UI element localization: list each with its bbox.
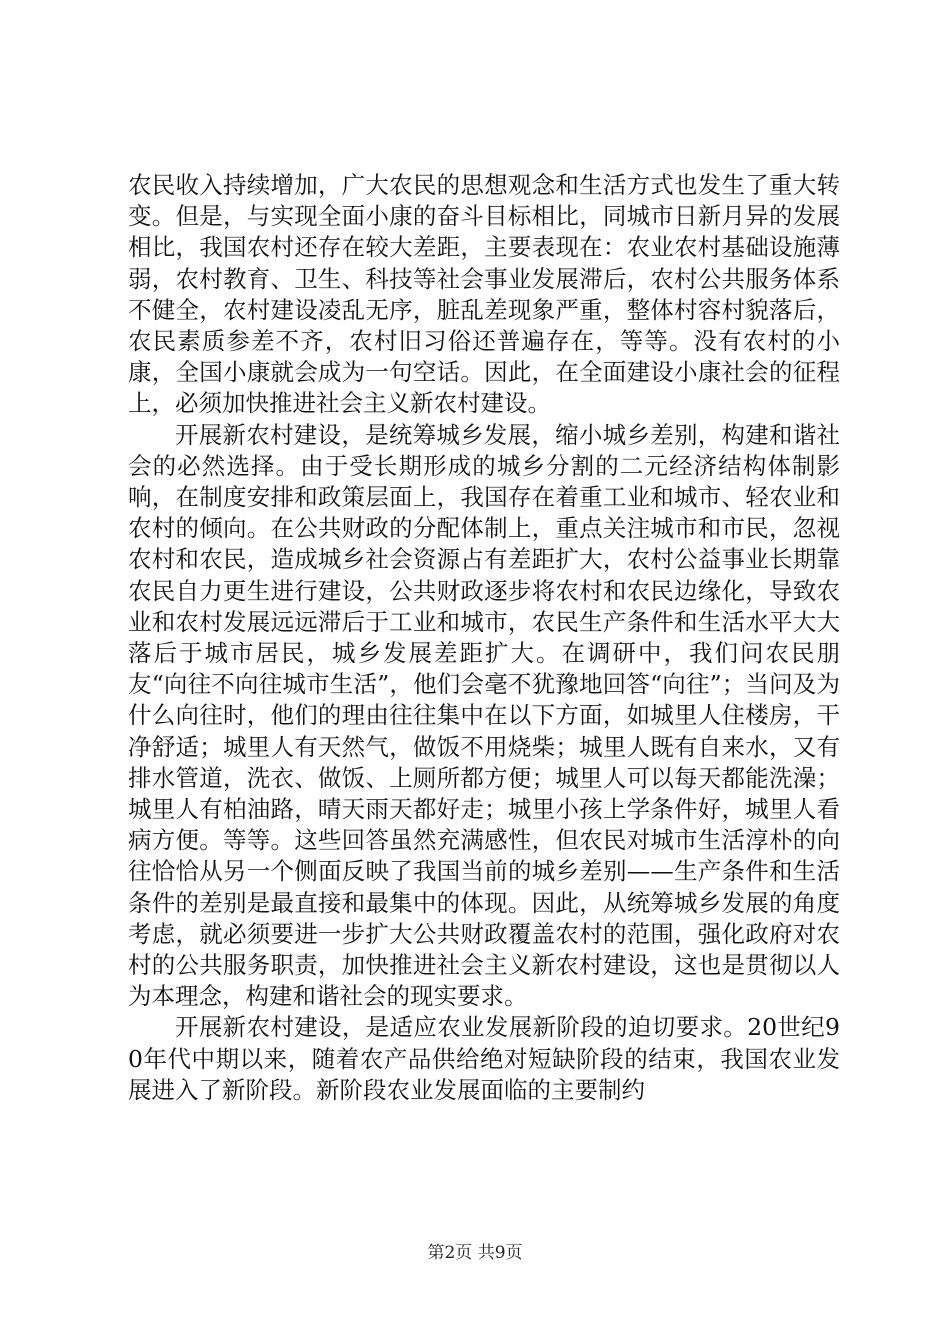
document-body	[128, 170, 840, 1106]
paragraph-2: 开展新农村建设，是统筹城乡发展，缩小城乡差别，构建和谐社会的必然选择。由于受长期形成的城乡分割的二元经济结构体制影响，在制度安排和政策层面上，我国存在着重工业和城市、轻农业和农村的倾向。在公共财政的分配体制上，重点关注城市和市民，忽视农村和农民，造成城乡社会资源占有差距扩大，农村公益事业长期靠农民自力更生进行建设，公共财政逐步将农村和农民边缘化，导致农业和农村发展远远滞后于工业和城市，农民生产条件和生活水平大大落后于城市居民，城乡发展差距扩大。在调研中，我们问农民朋友“向往不向往城市生活”，他们会毫不犹豫地回答“向往”；当问及为什么向往时，他们的理由往往集中在以下方面，如城里人住楼房，干净舒适；城里人有天然气，做饭不用烧柴；城里人既有自来水，又有排水管道，洗衣、做饭、上厕所都方便；城里人可以每天都能洗澡；城里人有柏油路，晴天雨天都好走；城里小孩上学条件好，城里人看病方便。等等。这些回答虽然充满感性，但农民对城市生活淳朴的向往恰恰从另一个侧面反映了我国当前的城乡差别——生产条件和生活条件的差别是最直接和最集中的体现。因此，从统筹城乡发展的角度考虑，就必须要进一步扩大公共财政覆盖农村的范围，强化政府对农村的公共服务职责，加快推进社会主义新农村建设，这也是贯彻以人为本理念，构建和谐社会的现实要求。	[128, 420, 840, 1011]
page-number-label: 第2页 共9页	[427, 1243, 523, 1263]
paragraph-1: 农民收入持续增加，广大农民的思想观念和生活方式也发生了重大转变。但是，与实现全面小康的奋斗目标相比，同城市日新月异的发展相比，我国农村还存在较大差距，主要表现在：农业农村基础设施薄弱，农村教育、卫生、科技等社会事业发展滞后，农村公共服务体系不健全，农村建设凌乱无序，脏乱差现象严重，整体村容村貌落后，农民素质参差不齐，农村旧习俗还普遍存在，等等。没有农村的小康，全国小康就会成为一句空话。因此，在全面建设小康社会的征程上，必须加快推进社会主义新农村建设。	[128, 171, 840, 418]
paragraph-3: 开展新农村建设，是适应农业发展新阶段的迫切要求。20世纪90年代中期以来，随着农产品供给绝对短缺阶段的结束，我国农业发展进入了新阶段。新阶段农业发展面临的主要制约	[128, 1013, 840, 1104]
page-footer	[0, 1242, 950, 1264]
